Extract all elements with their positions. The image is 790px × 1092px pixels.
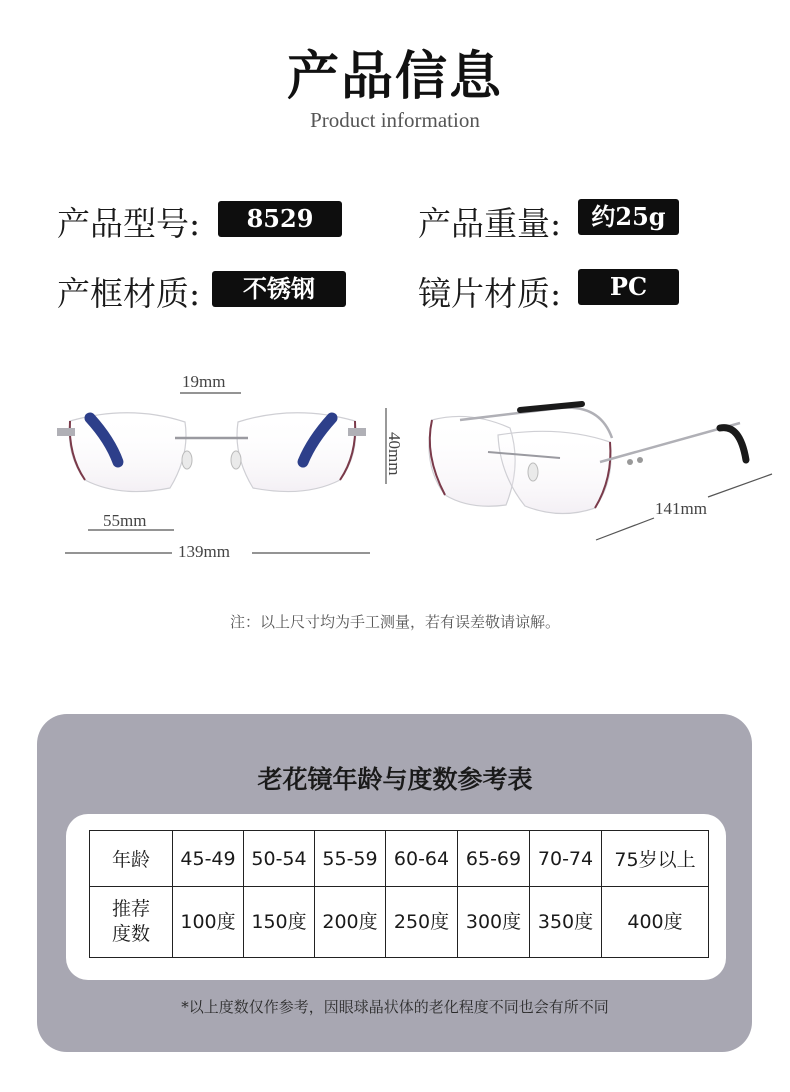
reference-table [89, 830, 709, 958]
table-cell-power: 400度 [602, 887, 709, 958]
table-header-power-line2: 度数 [111, 923, 150, 945]
temple-dim-line-left [596, 518, 654, 540]
frame-width-dimension: 139mm [178, 542, 230, 561]
table-cell-age: 55-59 [315, 831, 386, 887]
table-cell-age: 60-64 [386, 831, 458, 887]
table-cell-age: 65-69 [458, 831, 530, 887]
table-cell-age: 70-74 [530, 831, 602, 887]
measurement-note: 注：以上尺寸均为手工测量，若有误差敬请谅解。 [229, 613, 560, 631]
temple-length-dimension: 141mm [655, 499, 707, 518]
reference-footnote: *以上度数仅作参考，因眼球晶状体的老化程度不同也会有所不同 [181, 998, 609, 1016]
page-subtitle: Product information [310, 108, 480, 132]
table-row-power [90, 887, 709, 958]
table-header-power [90, 887, 173, 958]
table-cell-age: 50-54 [244, 831, 315, 887]
spec-value-frame-material: 不锈钢 [212, 271, 346, 307]
spec-value-model: 8529 [218, 201, 342, 237]
table-cell-power: 100度 [173, 887, 244, 958]
spec-value-weight: 约25g [578, 199, 679, 235]
table-header-power-line1: 推荐 [111, 898, 150, 920]
bridge-dimension: 19mm [182, 372, 226, 391]
table-cell-power: 350度 [530, 887, 602, 958]
table-cell-power: 200度 [315, 887, 386, 958]
lens-width-dimension: 55mm [103, 511, 147, 530]
table-header-age: 年龄 [90, 831, 173, 887]
reference-title: 老花镜年龄与度数参考表 [257, 765, 533, 794]
page-title: 产品信息 [286, 46, 503, 107]
spec-label-frame-material: 产框材质: [57, 274, 201, 313]
front-view [57, 413, 366, 492]
table-cell-age: 45-49 [173, 831, 244, 887]
table-cell-age: 75岁以上 [602, 831, 709, 887]
temple-dim-line-right [708, 474, 772, 497]
spec-value-lens-material: PC [578, 269, 679, 305]
spec-label-weight: 产品重量: [418, 204, 562, 243]
lens-height-dimension: 40mm [385, 432, 404, 476]
spec-label-lens-material: 镜片材质: [418, 274, 562, 313]
table-row-age [90, 831, 709, 887]
table-cell-power: 150度 [244, 887, 315, 958]
table-cell-power: 300度 [458, 887, 530, 958]
side-view [429, 404, 746, 514]
spec-label-model: 产品型号: [57, 204, 201, 243]
table-cell-power: 250度 [386, 887, 458, 958]
